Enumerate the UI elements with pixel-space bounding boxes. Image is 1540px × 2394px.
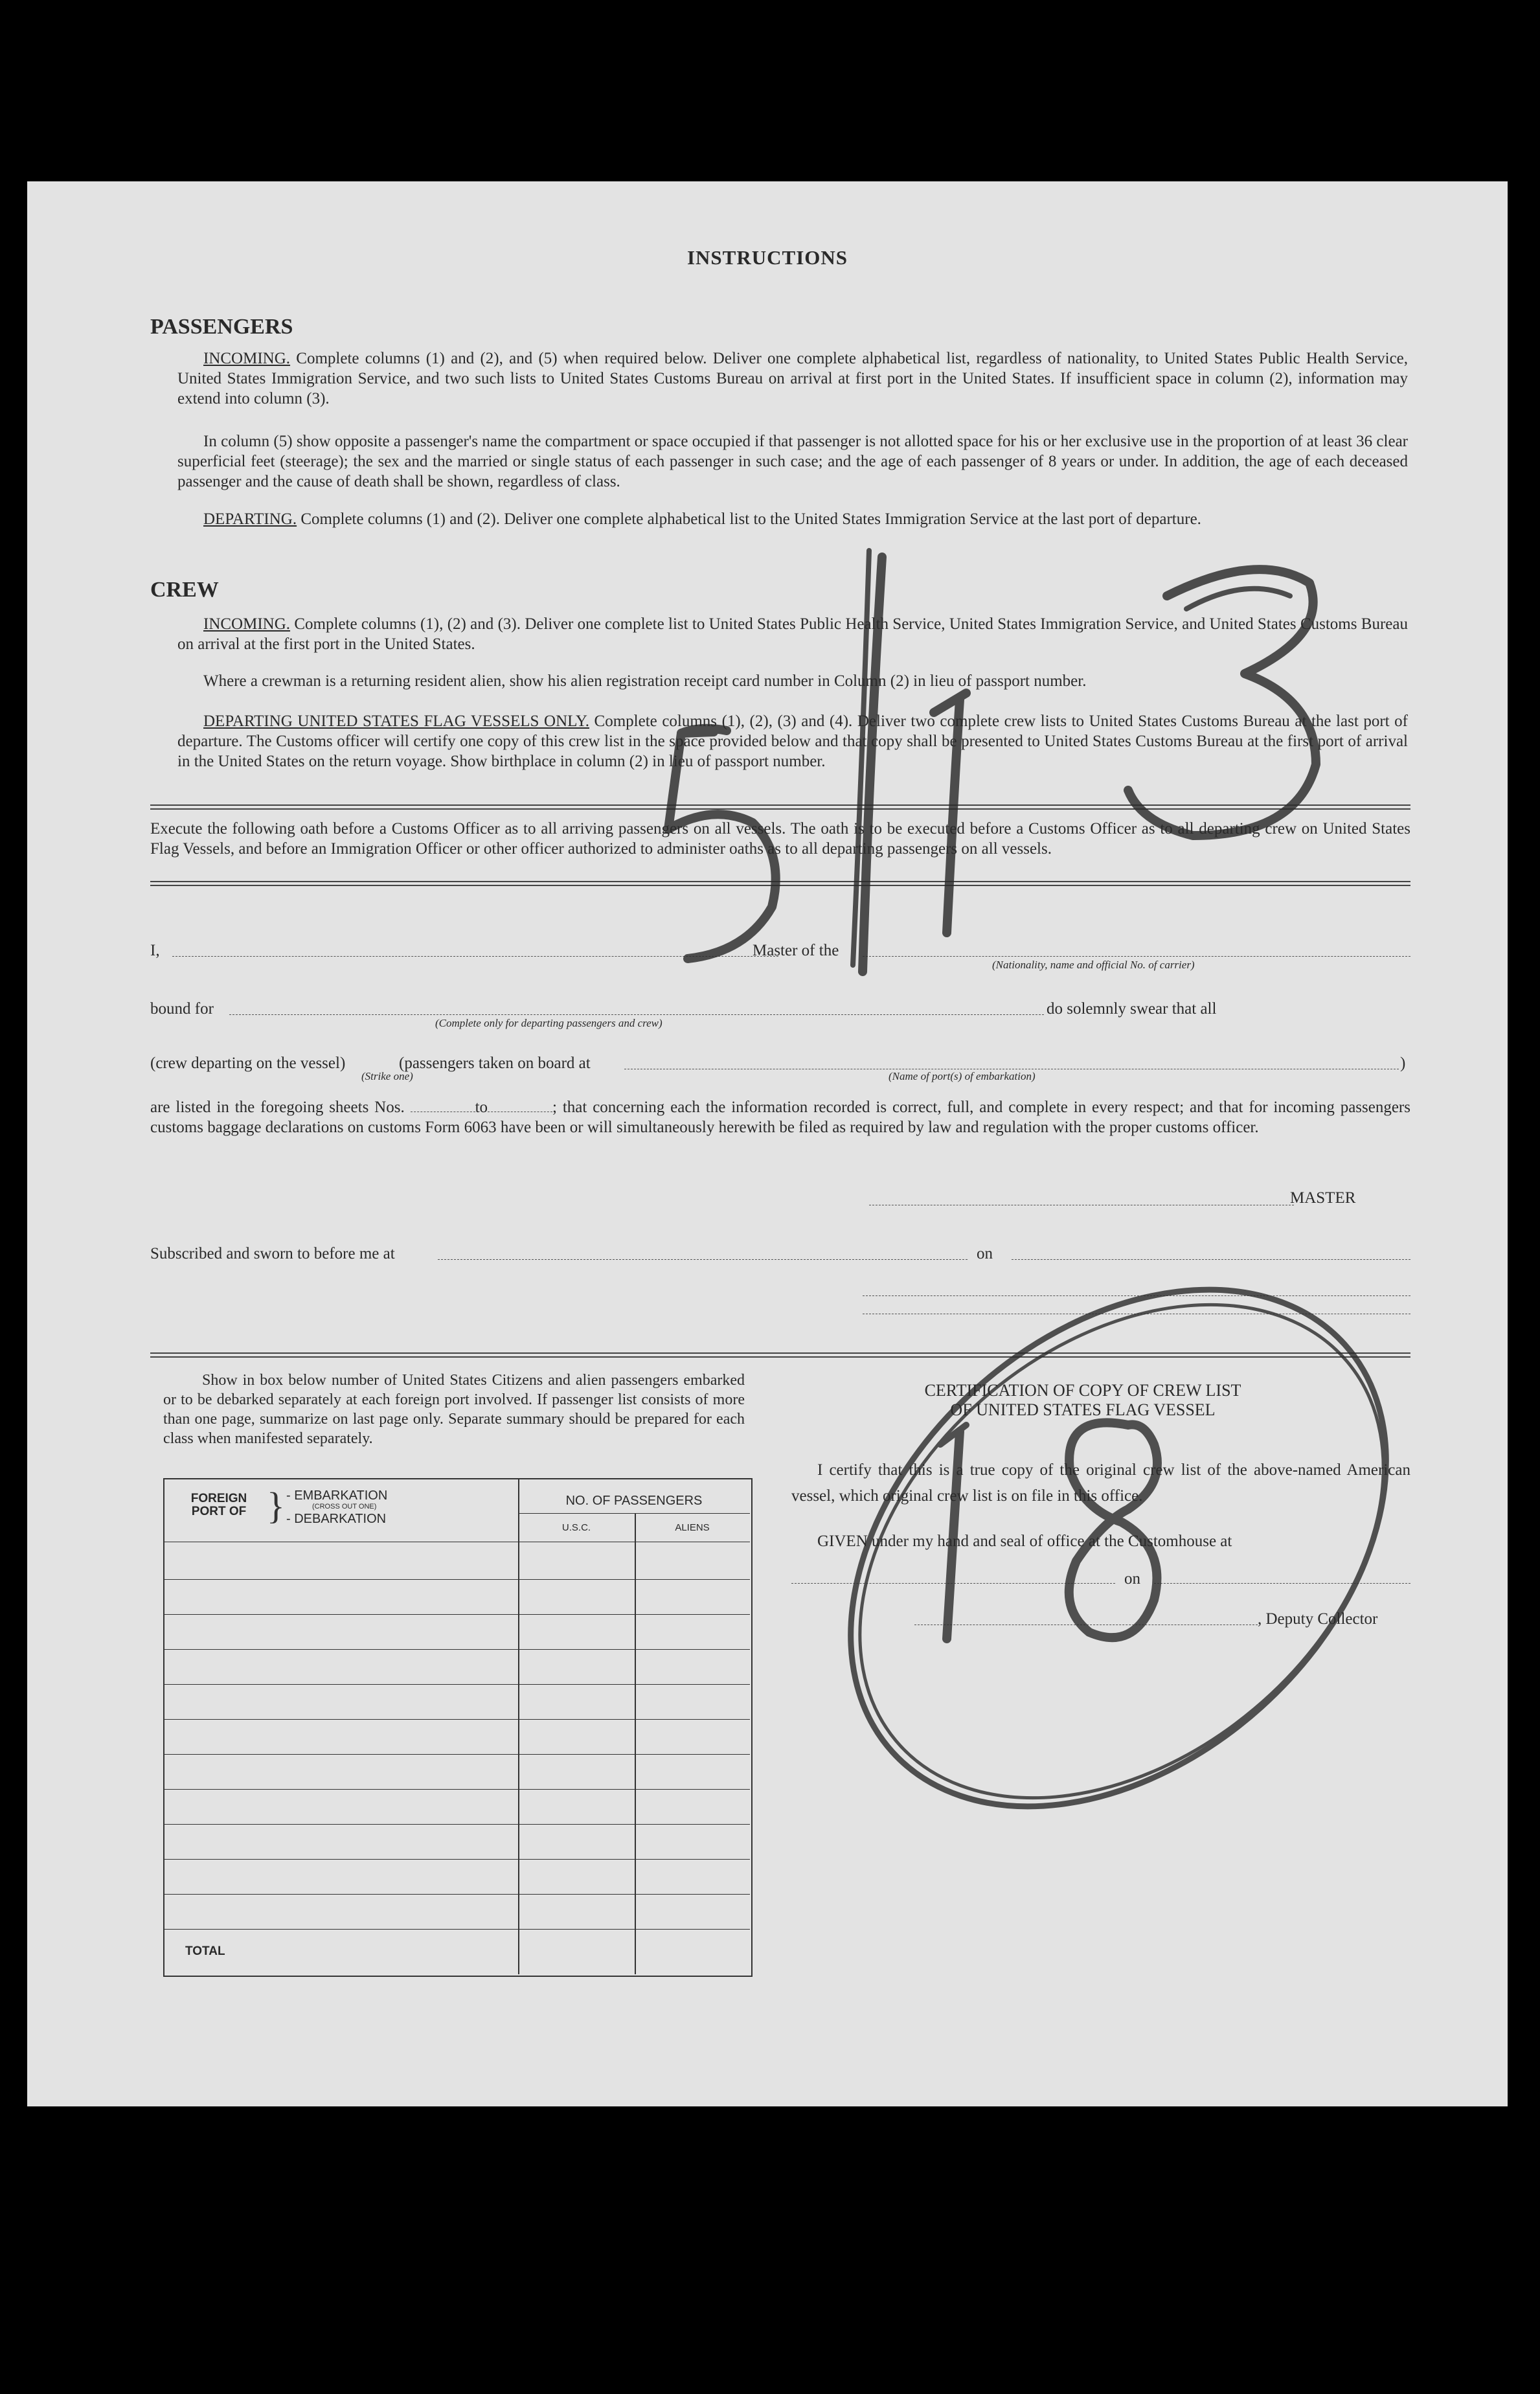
divider — [150, 1352, 1410, 1354]
bound-for-label: bound for — [150, 1000, 214, 1018]
master-label: MASTER — [1290, 1189, 1356, 1207]
oath-rest-text: ; that concerning each the information recorded is correct, full, and complete in every respect; and that for incoming passengers customs baggage declarations on customs Form 6063 have been or will simultaneously herewith be filed as required by law and regulation with the proper customs officer. — [150, 1099, 1410, 1136]
summary-intro: Show in box below number of United States Citizens and alien passengers embarked or to be debarked separately at each foreign port involved. If passenger list consists of more than one page, summarize on last page only. Separate summary should be prepared for each class when manifested separately. — [163, 1372, 745, 1447]
customhouse-line[interactable] — [791, 1583, 1115, 1584]
to-label: to — [475, 1099, 488, 1116]
no-of-passengers-header: NO. OF PASSENGERS — [565, 1494, 703, 1508]
divider — [150, 1356, 1410, 1358]
passenger-summary-table — [163, 1478, 753, 1977]
crew-incoming-paragraph — [177, 614, 1408, 654]
certification-date-line[interactable] — [1154, 1583, 1410, 1584]
oath-i-label: I, — [150, 942, 160, 959]
table-row — [163, 1684, 750, 1685]
certification-title — [791, 1381, 1374, 1420]
sworn-place-line[interactable] — [438, 1259, 968, 1260]
total-label: TOTAL — [185, 1944, 225, 1958]
crew-incoming-text: Complete columns (1), (2) and (3). Deliver one complete list to United States Public Health Service, United States Immigration Service, and United States Customs Bureau on arrival at the first port in the United States. — [177, 615, 1408, 653]
crew-incoming-label: INCOMING. — [203, 615, 291, 633]
table-row — [163, 1649, 750, 1650]
passengers-departing-paragraph — [177, 509, 1408, 529]
sworn-on-label: on — [977, 1245, 993, 1262]
table-row — [163, 1719, 750, 1720]
table-row — [163, 1859, 750, 1860]
passengers-incoming-text: Complete columns (1) and (2), and (5) when required below. Deliver one complete alphabetical list, regardless of nationality, to United States Public Health Service, United States Immigration Service, and two such lists to United States Customs Bureau on arrival at first port in the United States. If insufficient space in column (2), information may extend into column (3). — [177, 350, 1409, 407]
complete-only-caption: (Complete only for departing passengers and crew) — [435, 1017, 662, 1029]
table-row — [163, 1754, 750, 1755]
divider — [150, 885, 1410, 886]
do-solemnly-text: do solemnly swear that all — [1047, 1000, 1217, 1018]
bound-for-line[interactable] — [229, 1014, 1044, 1015]
crew-resident-paragraph: Where a crewman is a returning resident alien, show his alien registration receipt card number in Column (2) in lieu of passport number. — [203, 672, 1087, 690]
deputy-collector-label: , Deputy Collector — [1258, 1610, 1378, 1628]
table-column-divider — [635, 1513, 636, 1974]
cross-out-one-caption: (CROSS OUT ONE) — [312, 1503, 377, 1510]
brace-glyph: } — [267, 1485, 285, 1527]
carrier-line[interactable] — [863, 956, 1410, 957]
divider — [150, 808, 1410, 810]
given-statement: GIVEN under my hand and seal of office at the Customhouse at — [817, 1533, 1232, 1550]
aliens-header: ALIENS — [675, 1522, 710, 1533]
sworn-date-line[interactable] — [1012, 1259, 1410, 1260]
certification-statement: I certify that this is a true copy of the original crew list of the above-named American vessel, which original crew list is on file in this office. — [791, 1461, 1410, 1505]
foreign-port-of-header: FOREIGN PORT OF — [190, 1492, 247, 1518]
debarkation-option: - DEBARKATION — [286, 1512, 387, 1526]
subscribed-label: Subscribed and sworn to before me at — [150, 1245, 395, 1262]
strike-one-caption: (Strike one) — [361, 1070, 413, 1082]
master-name-line[interactable] — [172, 956, 778, 957]
certification-title-line2: OF UNITED STATES FLAG VESSEL — [950, 1400, 1216, 1419]
page-title: INSTRUCTIONS — [686, 246, 848, 269]
embarkation-option: - EMBARKATION — [286, 1488, 388, 1503]
crew-departing-text: Complete columns (1), (2), (3) and (4). Deliver two complete crew lists to United States Customs Bureau at the last port of departure. The Customs officer will certify one copy of this crew list in the space provided below and that copy shall be presented to United States Customs Bureau at the first port of arrival in the United States on the return voyage. Show birthplace in column (2) in lieu of passport number. — [177, 712, 1408, 770]
passengers-departing-text: Complete columns (1) and (2). Deliver one complete alphabetical list to the United States Immigration Service at the last port of departure. — [300, 510, 1201, 528]
oath-intro: Execute the following oath before a Customs Officer as to all arriving passengers on all vessels. The oath is to be executed before a Customs Officer as to all departing crew on United States Flag Vessels, and before an Immigration Officer or other officer authorized to administer oaths as to all departing passengers on all vessels. — [150, 820, 1410, 858]
table-header-divider — [518, 1513, 750, 1514]
table-row — [163, 1824, 750, 1825]
nationality-caption: (Nationality, name and official No. of carrier) — [992, 959, 1195, 971]
passengers-taken-option: (passengers taken on board at — [399, 1054, 591, 1072]
crew-departing-option: (crew departing on the vessel) — [150, 1054, 346, 1072]
usc-header: U.S.C. — [561, 1522, 591, 1533]
close-paren: ) — [1400, 1054, 1406, 1072]
oath-statement — [150, 1097, 1410, 1137]
table-row — [163, 1579, 750, 1580]
certification-on-label: on — [1124, 1570, 1140, 1588]
passengers-column5-paragraph: In column (5) show opposite a passenger's name the compartment or space occupied if that passenger is not allotted space for his or her exclusive use in the proportion of at least 36 clear superficial feet (steerage); the sex and the married or single status of each passenger in such case; and the age of each passenger of 8 years or under. In addition, the age of each deceased passenger and the cause of death shall be shown, regardless of class. — [177, 433, 1408, 490]
table-row — [163, 1929, 750, 1930]
certification-title-line1: CERTIFICATION OF COPY OF CREW LIST — [924, 1381, 1241, 1400]
passengers-incoming-paragraph — [177, 348, 1408, 409]
divider — [150, 881, 1410, 882]
listed-text: are listed in the foregoing sheets Nos. — [150, 1099, 405, 1116]
table-row — [163, 1894, 750, 1895]
divider — [150, 804, 1410, 806]
passengers-departing-label: DEPARTING. — [203, 510, 297, 528]
passengers-incoming-label: INCOMING. — [203, 350, 291, 367]
officer-signature-line[interactable] — [863, 1295, 1410, 1296]
table-row — [163, 1614, 750, 1615]
crew-departing-label: DEPARTING UNITED STATES FLAG VESSELS ONLY. — [203, 712, 589, 730]
deputy-collector-signature-line[interactable] — [914, 1624, 1258, 1625]
passengers-heading: PASSENGERS — [150, 315, 293, 339]
crew-heading: CREW — [150, 578, 219, 602]
table-column-divider — [518, 1478, 519, 1974]
crew-departing-paragraph — [177, 711, 1408, 771]
name-of-port-caption: (Name of port(s) of embarkation) — [889, 1070, 1036, 1082]
table-row — [163, 1789, 750, 1790]
document-page — [27, 181, 1508, 2106]
master-of-the-label: Master of the — [753, 942, 839, 959]
